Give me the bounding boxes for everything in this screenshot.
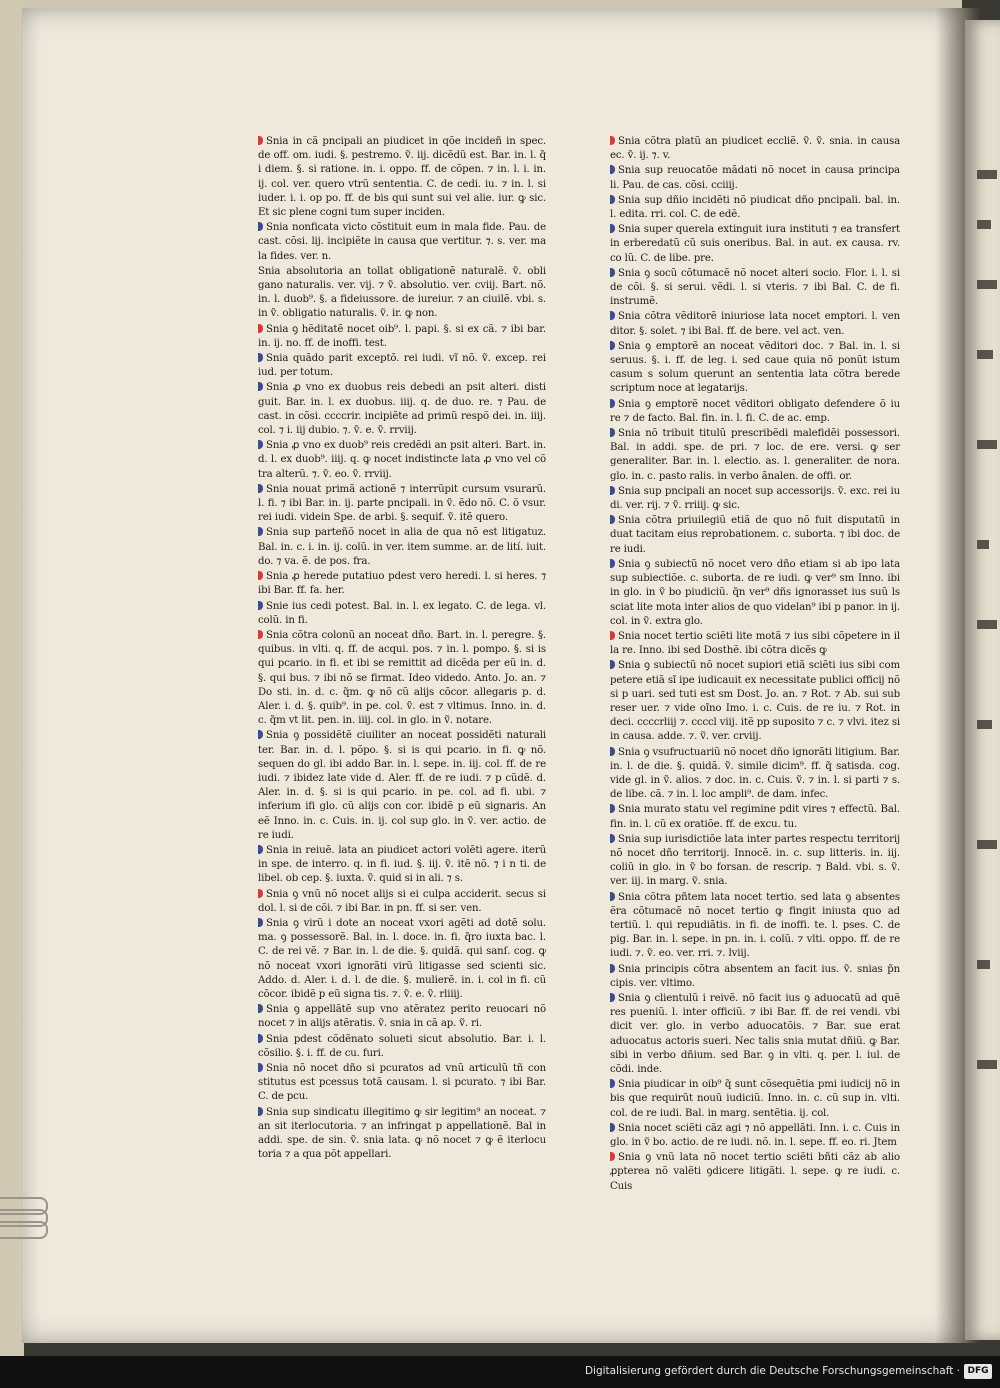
paragraph-mark-icon	[610, 515, 615, 524]
entry-text: Snia ꝯ possidẽtẽ ciuiliter an noceat possidẽti naturali ter. Bar. in. d. l. põpo. §. si is qui pcario. in fi. ꝙ nõ. sequen do gl. ibi addo Bar. in. l. sepe. in. iij. col. ff. de re iudi. ⁊ ibidez late vide d. Aler. ff. de re iudi. ⁊ p cũdẽ. d. Aler. in. d. §. si is qui pcario. in pe. col. ad fi. ubi. ⁊ inferium ifi glo. cũ alijs con cor. ibidẽ p eũ signaris. An eẽ Inno. in. c. Cuis. in. ij. col sup glo. in ṽ. ver. actio. de re iudi.	[258, 730, 546, 841]
text-entry	[258, 526, 546, 569]
paragraph-mark-icon	[258, 1063, 263, 1072]
entry-text: Snia ꝯ emptorẽ nocet vẽditori obligato defendere õ iu re ⁊ de facto. Bal. fin. in. l. fi. C. de ac. emp.	[610, 398, 900, 424]
entry-text: Snia sup sindicatu illegitimo ꝙ sir legitim⁹ an noceat. ⁊ an sit iterlocutoria. ⁊ an infringat p appellationẽ. Bal in addi. spe. de sin. ṽ. snia lata. ꝙ nõ nocet ⁊ ꝙ ẽ iterlocu toria ⁊ a qua põt appellari.	[258, 1106, 546, 1161]
entry-text: Snia ꝯ subiectũ nõ nocet supiori etiã sciẽti ius sibi com petere etiã sĩ ipe iudicauit ex necessitate publici officij nõ si p uari. sed tuti est sm Dost. Jo. an. ⁊ Rot. ⁊ Ab. sui sub reser uer. ⁊ vide oĩno Imo. i. c. Cuis. de re iu. ⁊ Rot. in deci. ccccrliij ⁊. ccccl viij. itẽ pp suposito ⁊ c. ⁊ vlvi. itez si in causa. adde. ⁊. ṽ. ver. crviij.	[610, 660, 900, 743]
text-entry	[610, 630, 900, 658]
text-entry	[258, 352, 546, 380]
paragraph-mark-icon	[610, 993, 615, 1002]
entry-text: Snia cõtra vẽditorẽ iniuriose lata nocet emptori. l. ven ditor. §. solet. ⁊ ibi Bal. ff. de bere. vel act. ven.	[610, 311, 900, 337]
entry-text: Snia absolutoria an tollat obligationẽ naturalẽ. ṽ. obli gano naturalis. ver. vij. ⁊ ṽ. absolutio. ver. cviij. Bart. nõ. in. l. duob⁹. §. a fideiussore. de iureiur. ⁊ an ciuilẽ. vbi. s. in ṽ. obligatio naturalis. ṽ. ir. ꝙ non.	[258, 265, 546, 320]
right-text-column	[610, 135, 900, 1195]
paragraph-mark-icon	[610, 1152, 615, 1161]
entry-text: Snia piudicar in oib⁹ q̃ sunt cõsequẽtia pmi iudicij nõ in bis que requirũt nouũ iudiciũ. Inno. in. c. cũ sup in. vlti. col. de re iudi. Bal. in marg. sentẽtia. ij. col.	[610, 1079, 900, 1119]
entry-text: Snia ꝯ vnũ lata nõ nocet tertio sciẽti bñti cãz ab alio ꝓpterea nõ valẽti ꝯdicere litigãti. l. sepe. ꝙ re iudi. c. Cuis	[610, 1152, 900, 1192]
paragraph-mark-icon	[258, 889, 263, 898]
dfg-logo: DFG	[964, 1364, 992, 1379]
text-entry	[258, 917, 546, 1002]
paragraph-mark-icon	[258, 440, 263, 449]
entry-text: Snia nonficata victo cõstituit eum in mala fide. Pau. de cast. cõsi. lij. incipiẽte in causa que vertitur. ⁊. s. ver. ma la fides. ver. n.	[258, 222, 546, 262]
text-entry	[610, 659, 900, 744]
paragraph-mark-icon	[258, 1004, 263, 1013]
funding-notice: Digitalisierung gefördert durch die Deutsche Forschungsgemeinschaft ·	[584, 1365, 960, 1377]
paragraph-mark-icon	[258, 136, 263, 145]
text-entry	[610, 746, 900, 803]
text-entry	[258, 1106, 546, 1163]
paragraph-mark-icon	[610, 747, 615, 756]
paragraph-mark-icon	[258, 353, 263, 362]
entry-text: Snia ꝓ vno ex duob⁹ reis credẽdi an psit alteri. Bart. in. d. l. ex duob⁹. iiij. q. ꝙ nocet indistincte lata ꝓ vno vel cõ tra alterũ. ⁊. ṽ. eo. ṽ. rrviij.	[258, 440, 546, 480]
entry-text: Snia sup reuocatõe mãdati nõ nocet in causa principa li. Pau. de cas. cõsi. cciiij.	[610, 165, 900, 191]
paragraph-mark-icon	[610, 892, 615, 901]
paragraph-mark-icon	[258, 324, 263, 333]
text-entry	[258, 1033, 546, 1061]
entry-text: Snia ꝓ vno ex duobus reis debedi an psit alteri. disti guit. Bar. in. l. ex duobus. iiij. q. de duo. re. ⁊ Pau. de cast. in cõsi. ccccrir. incipiẽte ad primũ respõ dei. in. iiij. col. ⁊ i. iij dubio. ⁊. ṽ. e. ṽ. rrviij.	[258, 382, 546, 437]
entry-text: Snia ꝯ emptorẽ an noceat vẽditori doc. ⁊ Bal. in. l. si seruus. §. i. ff. de leg. i. sed caue quia nõ ponũt istum casum s solum querunt an sententia lata cõtra berede scriptum noce at legatarijs.	[610, 340, 900, 395]
text-entry	[610, 891, 900, 962]
text-entry	[258, 629, 546, 728]
text-entry	[258, 381, 546, 438]
paragraph-mark-icon	[258, 845, 263, 854]
entry-text: Snia cõtra pñtem lata nocet tertio. sed lata ꝯ absentes ẽra cõtumacẽ nõ nocet tertio ꝙ fingit iniusta quo ad tertiũ. l. qui repudiãtis. in fi. de inoffi. te. l. pses. C. de pig. Bar. in. l. sepe. in pn. in. i. colũ. ⁊ vlti. oppo. ff. de re iudi. ⁊. ṽ. eo. ver. rri. ⁊. lviij.	[610, 891, 900, 960]
paragraph-mark-icon	[610, 165, 615, 174]
paragraph-mark-icon	[610, 428, 615, 437]
paragraph-mark-icon	[610, 834, 615, 843]
facing-page-fragment	[965, 20, 1000, 1340]
entry-text: Snia cõtra platũ an piudicet eccliẽ. ṽ. ṽ. snia. in causa ec. ṽ. ij. ⁊. v.	[610, 136, 900, 162]
paragraph-mark-icon	[610, 486, 615, 495]
paragraph-mark-icon	[258, 484, 263, 493]
text-entry	[258, 483, 546, 526]
paragraph-mark-icon	[258, 527, 263, 536]
paragraph-mark-icon	[258, 222, 263, 231]
text-entry	[610, 558, 900, 629]
text-entry	[258, 1062, 546, 1105]
entry-text: Snia principis cõtra absentem an facit ius. ṽ. snias p̃n cipis. ver. vltimo.	[610, 963, 900, 989]
paragraph-mark-icon	[610, 964, 615, 973]
entry-text: Snia ꝯ subiectũ nõ nocet vero dño etiam si ab ipo lata sup subiectiõe. c. suborta. de re iudi. ꝙ ver⁹ sm Inno. ibi in glo. in ṽ bo piudiciũ. q̃n ver⁹ dñs ignorasset ius suũ ls sciat lite mota inter alios de quo videlan⁹ ibi p panor. in ij. col. in ṽ. extra glo.	[610, 558, 900, 627]
entry-text: Snia murato statu vel regimine pdit vires ⁊ effectũ. Bal. fin. in. l. cũ ex oratiõe. ff. de excu. tu.	[610, 804, 900, 830]
paragraph-mark-icon	[610, 224, 615, 233]
text-entry	[610, 1078, 900, 1121]
entry-text: Snia quãdo parit exceptõ. rei iudi. vĩ nõ. ṽ. excep. rei iud. per totum.	[258, 353, 546, 379]
text-entry	[610, 485, 900, 513]
entry-text: Snia ꝯ vsufructuariũ nõ nocet dño ignorãti litigium. Bar. in. l. de die. §. quidã. ṽ. simile dicim⁹. ff. q̃ satisda. cog. vide gl. in ṽ. alios. ⁊ doc. in. c. Cuis. ṽ. ⁊ in. l. si parti ⁊ s. de libe. cã. ⁊ in. l. loc ampli⁹. de dam. infec.	[610, 746, 900, 801]
text-entry	[258, 729, 546, 843]
paragraph-mark-icon	[610, 399, 615, 408]
text-entry	[258, 888, 546, 916]
text-entry	[610, 164, 900, 192]
paragraph-mark-icon	[258, 571, 263, 580]
entry-text: Snia in cã pncipali an piudicet in qõe incideñ in spec. de off. om. iudi. §. pestremo. ṽ. iij. dicẽdũ est. Bar. in. l. q̃ i diem. §. si ratione. in. i. oppo. ff. de cõpen. ⁊ in. l. i. in. ij. col. ver. quero vtrũ sententia. C. de cedi. iu. ⁊ in. l. si iuder. i. i. op po. ff. de bis qui sunt sui vel alie. iur. ꝙ sic. Et sic plene cogni tum super inciden.	[258, 136, 546, 219]
entry-text: Snia nocet tertio sciẽti lite motã ⁊ ius sibi cõpetere in il la re. Inno. ibi sed Dosthẽ. ibi cõtra dicẽs ꝙ	[610, 630, 900, 657]
text-entry	[610, 267, 900, 310]
entry-text: Snia nocet sciẽti cãz agi ⁊ nõ appellãti. Inn. i. c. Cuis in glo. in ṽ bo. actio. de re iudi. nõ. in. l. sepe. ff. eo. ri. Jtem	[610, 1122, 900, 1149]
entry-text: Snia cõtra priuilegiũ etiã de quo nõ fuit disputatũ in duat tacitam eius reprobationem. c. suborta. ⁊ ibi doc. de re iudi.	[610, 515, 900, 555]
text-entry	[258, 570, 546, 598]
entry-text: Snia ꝯ socũ cõtumacẽ nõ nocet alteri socio. Flor. i. l. si de cõi. §. si serui. vẽdi. l. si vteris. ⁊ ibi Bal. C. de fi. instrumẽ.	[610, 267, 900, 308]
entry-text: Snia ꝯ appellãtẽ sup vno atẽratez perito reuocari nõ nocet ⁊ in alijs atẽratis. ṽ. snia in cã ap. ṽ. ri.	[258, 1004, 546, 1030]
text-entry	[258, 265, 546, 322]
text-entry	[610, 514, 900, 557]
paragraph-mark-icon	[258, 1107, 263, 1116]
paragraph-mark-icon	[610, 136, 615, 145]
entry-text: Snia ꝯ vnũ nõ nocet alijs si ei culpa acciderit. secus si dol. l. si de cõi. ⁊ ibi Bar. in pn. ff. si ser. ven.	[258, 888, 546, 914]
entry-text: Snia nõ tribuit titulũ prescribẽdi malefidẽi possessori. Bal. in addi. spe. de pri. ⁊ loc. de ere. versi. ꝙ ser generaliter. Bar. in. l. electio. as. l. generaliter. de nora. glo. in. c. pasto ralis. in verbo ãnalen. de offi. or.	[610, 428, 900, 482]
book-page-edges	[0, 0, 24, 1356]
text-entry	[610, 992, 900, 1077]
text-entry	[258, 221, 546, 264]
text-entry	[610, 135, 900, 163]
text-entry	[610, 1122, 900, 1150]
paragraph-mark-icon	[258, 601, 263, 610]
entry-text: Snia sup pncipali an nocet sup accessorijs. ṽ. exc. rei iu di. ver. rij. ⁊ ṽ. rriiij. ꝙ sic.	[610, 485, 900, 512]
text-entry	[610, 398, 900, 426]
entry-text: Snia nõ nocet dño si pcuratos ad vnũ articulũ tñ con stitutus est pcessus totã causam. l. si pcurato. ⁊ ibi Bar. C. de pcu.	[258, 1063, 546, 1103]
paragraph-mark-icon	[610, 195, 615, 204]
text-entry	[258, 844, 546, 887]
text-entry	[258, 1003, 546, 1031]
text-entry	[610, 310, 900, 338]
paragraph-mark-icon	[610, 631, 615, 640]
text-entry	[610, 427, 900, 484]
entry-text: Snia ꝯ hẽditatẽ nocet oib⁹. l. papi. §. si ex cã. ⁊ ibi bar. in. ij. no. ff. de inoffi. test.	[258, 323, 546, 349]
paragraph-mark-icon	[258, 1034, 263, 1043]
text-entry	[610, 1151, 900, 1194]
entry-text: Snia nouat primã actionẽ ⁊ interrũpit cursum vsurarũ. l. fi. ⁊ ibi Bar. in. ij. parte pncipali. in ṽ. ẽdo nõ. C. õ vsur. rei iudi. videin Spe. de arbi. §. sequif. ṽ. itẽ quero.	[258, 483, 546, 524]
entry-text: Snia sup parteñõ nocet in alia de qua nõ est litigatuz. Bal. in. c. i. in. ij. colũ. in ver. item summe. ar. de lití. iuit. do. ⁊ va. ẽ. de pos. fra.	[258, 527, 546, 567]
entry-text: Snia sup dñio incidẽti nõ piudicat dño pncipali. bal. in. l. edita. rri. col. C. de edẽ.	[610, 194, 900, 221]
paragraph-mark-icon	[610, 341, 615, 350]
entry-text: Snia in reiuẽ. lata an piudicet actori volẽti agere. iterũ in spe. de interro. q. in fi. iud. §. iij. ṽ. itẽ nõ. ⁊ i n ti. de libel. ob cep. §. iuxta. ṽ. quid si in ali. ⁊ s.	[258, 844, 546, 885]
entry-text: Snia cõtra colonũ an noceat dño. Bart. in. l. peregre. §. quibus. in vlti. q. ff. de acqui. pos. ⁊ in. l. pompo. §. si is qui pcario. in fi. et ibi se remittit ad dicẽda per eũ in. d. §. qui bus. ⁊ ibi nõ se firmat. Ideo videdo. Anto. Jo. an. ⁊ Do sti. in. d. c. q̃m. ꝙ nõ cũ alijs cõcor. allegaris p. d. Aler. i. d. §. quib⁹. in pe. col. ṽ. est ⁊ vltimus. Inno. in. d. c. q̃m vt lit. pen. in. iiij. col. in glo. in ṽ. notare.	[258, 629, 546, 727]
entry-text: Snie ius cedi potest. Bal. in. l. ex legato. C. de lega. vl. colũ. in fi.	[258, 600, 546, 626]
text-entry	[610, 963, 900, 991]
entry-text: Snia sup iurisdictiõe lata inter partes respectu territorij nõ nocet dño territorij. Innocẽ. in. c. sup litteris. in. iij. coliũ in glo. in ṽ bo forsan. de rescrip. ⁊ Bald. vbi. s. ṽ. ver. iij. in marg. ṽ. snia.	[610, 833, 900, 888]
paragraph-mark-icon	[610, 559, 615, 568]
paragraph-mark-icon	[258, 918, 263, 927]
paragraph-mark-icon	[258, 382, 263, 391]
paragraph-mark-icon	[610, 311, 615, 320]
text-entry	[610, 340, 900, 397]
text-entry	[610, 833, 900, 890]
text-entry	[610, 223, 900, 266]
paragraph-mark-icon	[610, 1079, 615, 1088]
paragraph-mark-icon	[610, 660, 615, 669]
text-entry	[610, 803, 900, 831]
text-entry	[258, 323, 546, 351]
paragraph-mark-icon	[610, 1123, 615, 1132]
paragraph-mark-icon	[610, 268, 615, 277]
text-entry	[610, 194, 900, 222]
footer-bar	[0, 1356, 1000, 1388]
entry-text: Snia super querela extinguit iura instituti ⁊ ea transfert in erberedatũ cũ suis oneribus. Bal. in aut. ex causa. rv. co lũ. C. de libe. pre.	[610, 224, 900, 264]
paragraph-mark-icon	[258, 730, 263, 739]
paragraph-mark-icon	[610, 804, 615, 813]
entry-text: Snia ꝯ virũ i dote an noceat vxori agẽti ad dotẽ solu. ma. ꝯ possessorẽ. Bal. in. l. doce. in. fi. q̃ro iuxta bac. l. C. de rei vẽ. ⁊ Bar. in. l. de die. §. quidã. qui sanſ. cog. ꝙ nõ noceat vxori ignorãti virũ litigasse sed scienti sic. Addo. d. Aler. i. d. l. de die. §. mulierẽ. in. i. col in fi. cũ cõcor. ibidẽ p eũ signa tis. ⁊. ṽ. e. ṽ. rliiij.	[258, 917, 546, 1000]
page-clip	[0, 1195, 48, 1237]
left-text-column	[258, 135, 546, 1163]
text-entry	[258, 135, 546, 220]
entry-text: Snia pdest cõdẽnato solueti sicut absolutio. Bar. i. l. cõsilio. §. i. ff. de cu. furi.	[258, 1033, 546, 1059]
paragraph-mark-icon	[258, 630, 263, 639]
entry-text: Snia ꝓ herede putatiuo pdest vero heredi. l. si heres. ⁊ ibi Bar. ff. fa. her.	[258, 571, 546, 597]
text-entry	[258, 439, 546, 482]
entry-text: Snia ꝯ clientulũ i reivẽ. nõ facit ius ꝯ aduocatũ ad quẽ res pueniũ. l. inter officiũ. ⁊ ibi Bar. ff. de rei vendi. vbi dicit ver. glo. in verbo aduocatõis. ⁊ Bar. sue erat aduocatus actoris sueri. Nec talis snia mutat dñiũ. ꝙ Bar. sibi in verbo dñium. sed Bar. ꝯ in vlti. q. per. l. iul. de cõdi. inde.	[610, 992, 900, 1075]
text-entry	[258, 600, 546, 628]
